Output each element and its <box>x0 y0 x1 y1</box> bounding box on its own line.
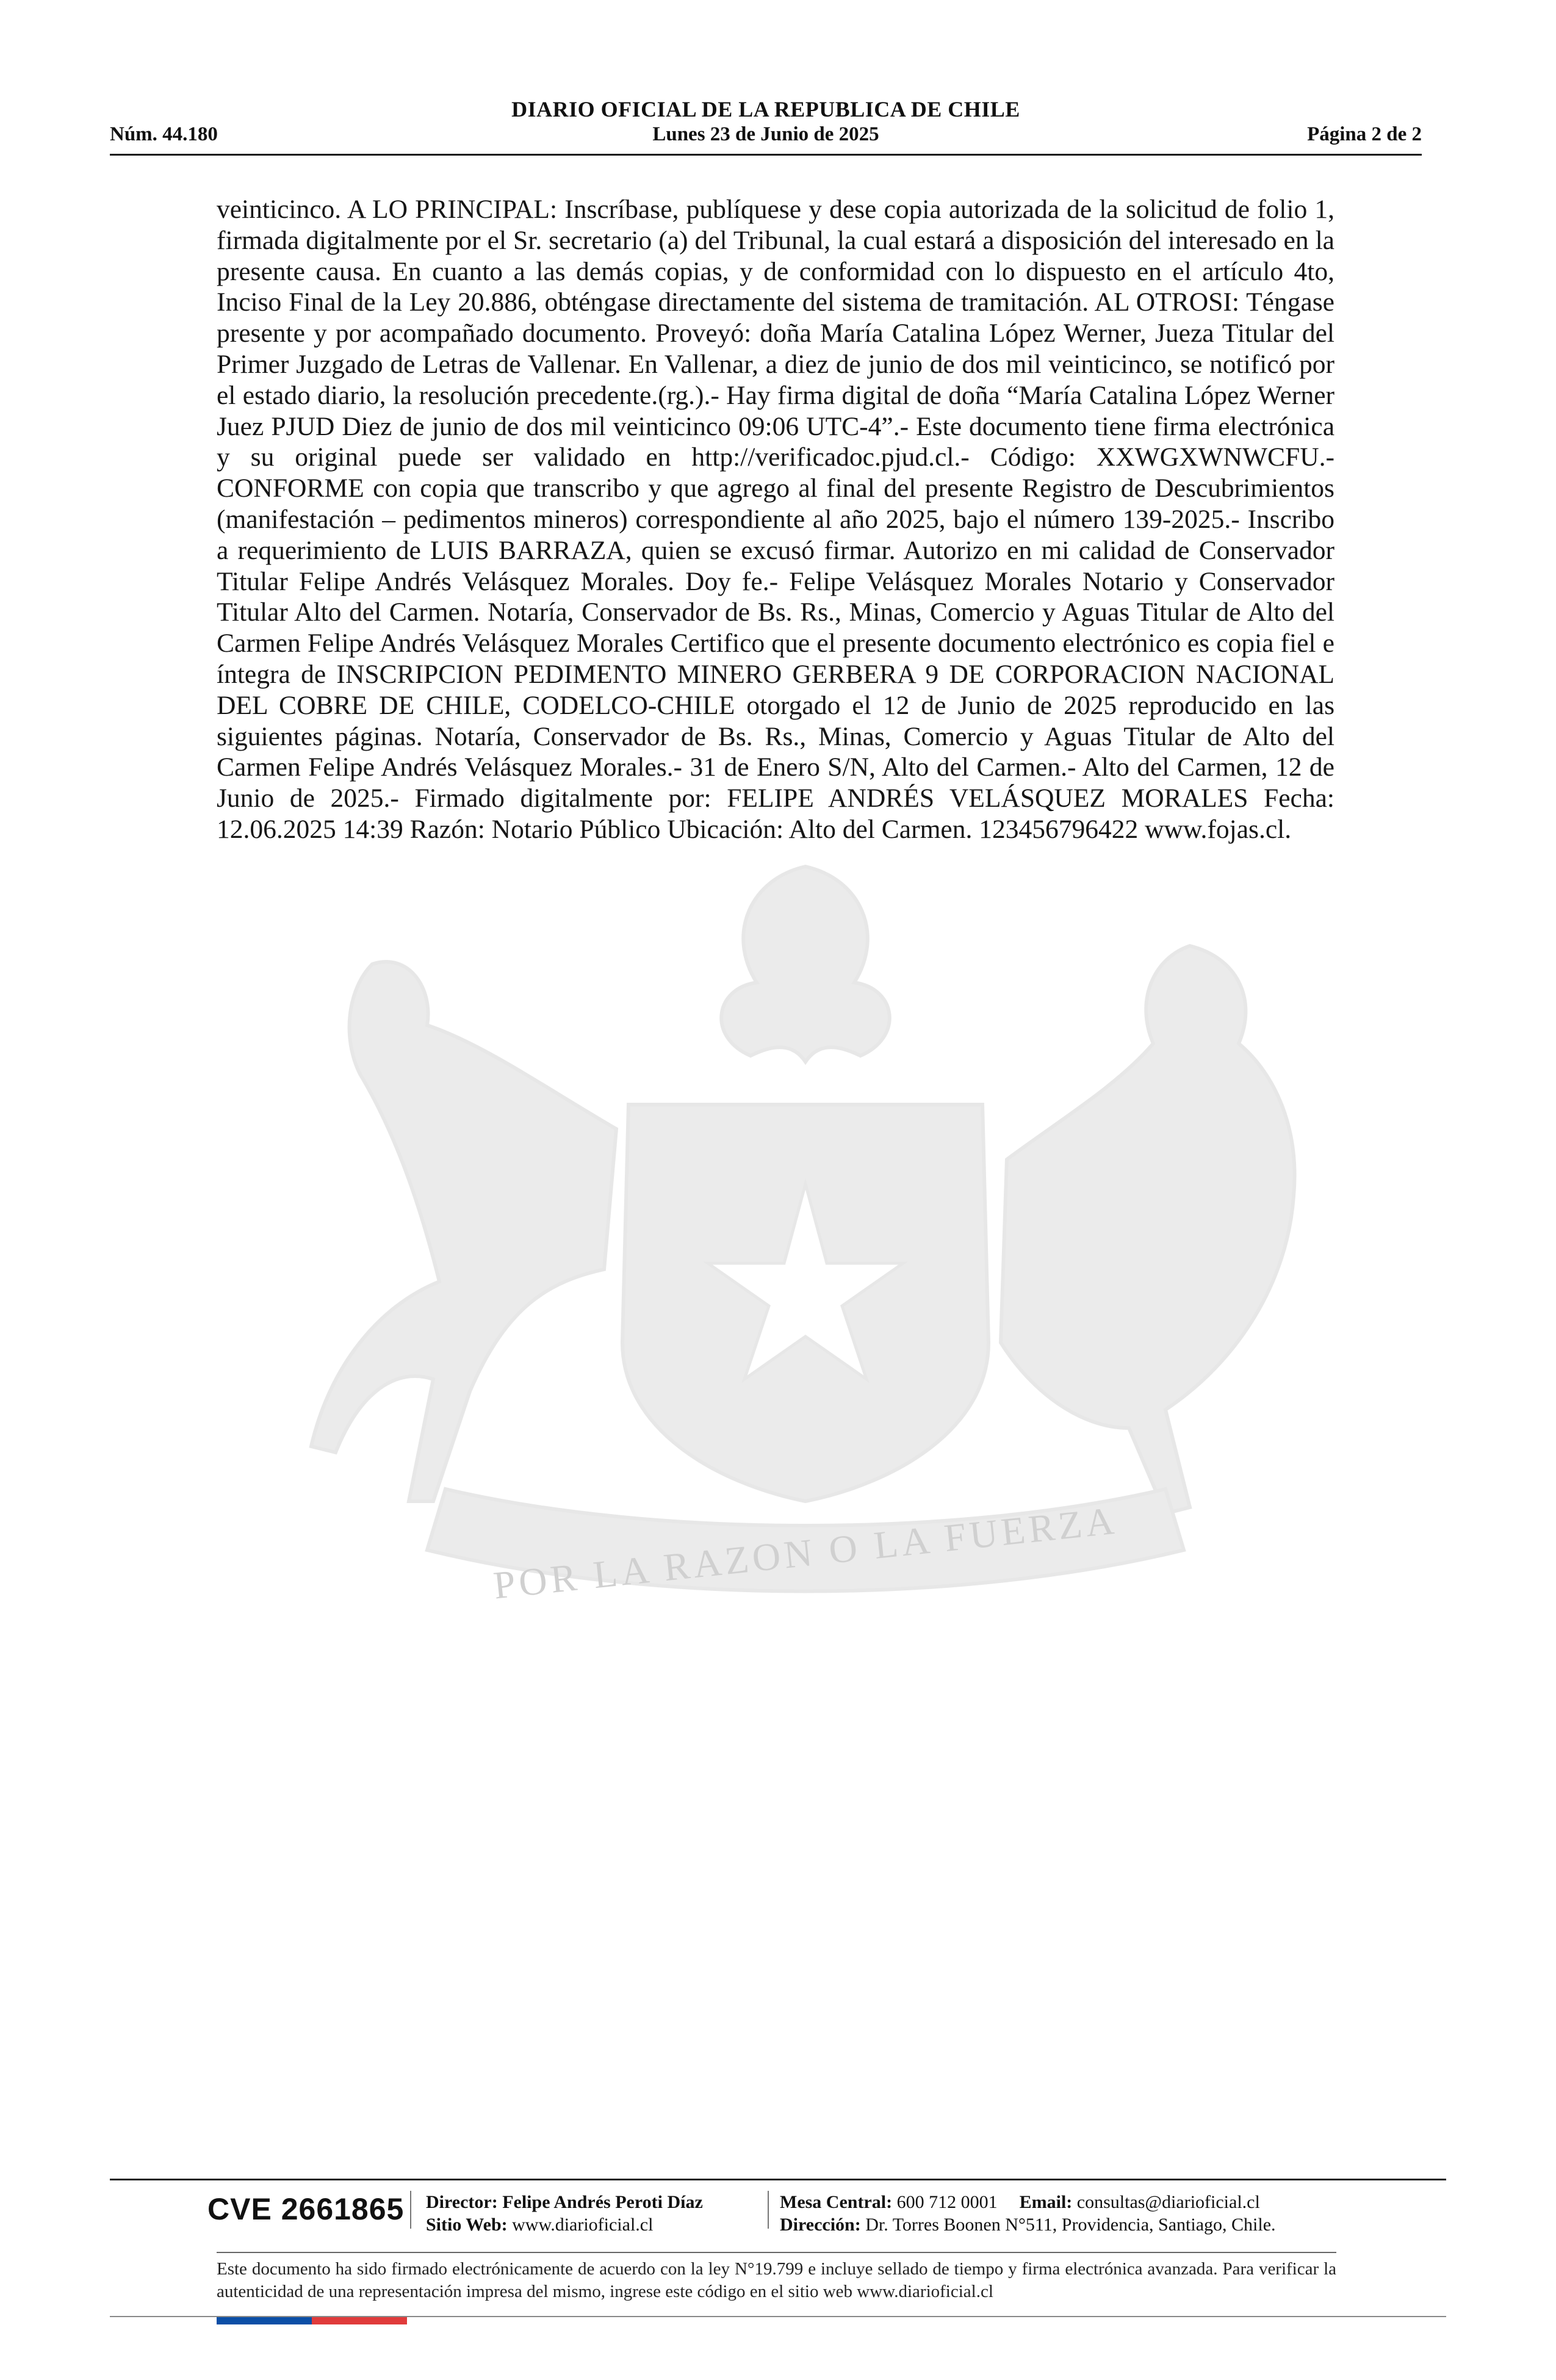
footer-divider-top <box>110 2179 1446 2180</box>
flag-red-segment <box>312 2317 407 2324</box>
address-label: Dirección: <box>780 2215 861 2235</box>
flag-blue-segment <box>217 2317 312 2324</box>
email-link[interactable]: consultas@diarioficial.cl <box>1076 2192 1260 2212</box>
email-label: Email: <box>1019 2192 1073 2212</box>
mesa-label: Mesa Central: <box>780 2192 893 2212</box>
page-indicator: Página 2 de 2 <box>1307 123 1422 145</box>
legal-notice: Este documento ha sido firmado electrónicamente de acuerdo con la ley N°19.799 e incluye sellado de tiempo y firma electrónica avanzada. Para verificar la autenticidad de una representación impresa del mismo, ingrese este código en el sitio web www.diarioficial.cl <box>217 2259 1336 2301</box>
flag-stripe <box>217 2317 407 2324</box>
footer-separator <box>768 2191 769 2229</box>
page-header <box>110 92 1422 153</box>
footer-separator <box>410 2191 411 2229</box>
website-label: Sitio Web: <box>426 2215 508 2235</box>
website-link[interactable]: www.diarioficial.cl <box>512 2215 654 2235</box>
issue-date: Lunes 23 de Junio de 2025 <box>652 123 879 145</box>
publication-title: DIARIO OFICIAL DE LA REPUBLICA DE CHILE <box>511 97 1020 121</box>
footer-divider-middle <box>217 2252 1336 2253</box>
cve-code: CVE 2661865 <box>207 2192 405 2226</box>
footer-contact-right <box>780 2191 1276 2236</box>
issue-number: Núm. 44.180 <box>110 123 218 145</box>
motto-text: POR LA RAZON O LA FUERZA <box>491 1498 1120 1607</box>
director-label: Director: <box>426 2192 498 2212</box>
director-name: Felipe Andrés Peroti Díaz <box>502 2192 703 2212</box>
address-text: Dr. Torres Boonen N°511, Providencia, Santiago, Chile. <box>865 2215 1276 2235</box>
document-body: veinticinco. A LO PRINCIPAL: Inscríbase, publíquese y dese copia autorizada de la solicitud de folio 1, firmada digitalmente por el Sr. secretario (a) del Tribunal, la cual estará a disposición del interesado en la presente causa. En cuanto a las demás copias, y de conformidad con lo dispuesto en el artículo 4to, Inciso Final de la Ley 20.886, obténgase directamente del sistema de tramitación. AL OTROSI: Téngase presente y por acompañado documento. Proveyó: doña María Catalina López Werner, Jueza Titular del Primer Juzgado de Letras de Vallenar. En Vallenar, a diez de junio de dos mil veinticinco, se notificó por el estado diario, la resolución precedente.(rg.).- Hay firma digital de doña “María Catalina López Werner Juez PJUD Diez de junio de dos mil veinticinco 09:06 UTC-4”.- Este documento tiene firma electrónica y su original puede ser validado en http://verificadoc.pjud.cl.- Código: XXWGXWNWCFU.- CONFORME con copia que transcribo y que agrego al final del presente Registro de Descubrimientos (manifestación – pedimentos mineros) correspondiente al año 2025, bajo el número 139-2025.- Inscribo a requerimiento de LUIS BARRAZA, quien se excusó firmar. Autorizo en mi calidad de Conservador Titular Felipe Andrés Velásquez Morales. Doy fe.- Felipe Velásquez Morales Notario y Conservador Titular Alto del Carmen. Notaría, Conservador de Bs. Rs., Minas, Comercio y Aguas Titular de Alto del Carmen Felipe Andrés Velásquez Morales Certifico que el presente documento electrónico es copia fiel e íntegra de INSCRIPCION PEDIMENTO MINERO GERBERA 9 DE CORPORACION NACIONAL DEL COBRE DE CHILE, CODELCO-CHILE otorgado el 12 de Junio de 2025 reproducido en las siguientes páginas. Notaría, Conservador de Bs. Rs., Minas, Comercio y Aguas Titular de Alto del Carmen Felipe Andrés Velásquez Morales.- 31 de Enero S/N, Alto del Carmen.- Alto del Carmen, 12 de Junio de 2025.- Firmado digitalmente por: FELIPE ANDRÉS VELÁSQUEZ MORALES Fecha: 12.06.2025 14:39 Razón: Notario Público Ubicación: Alto del Carmen. 123456796422 www.fojas.cl. <box>217 195 1334 844</box>
header-divider <box>110 154 1422 156</box>
mesa-phone: 600 712 0001 <box>896 2192 998 2212</box>
footer-contact-left <box>426 2191 703 2236</box>
